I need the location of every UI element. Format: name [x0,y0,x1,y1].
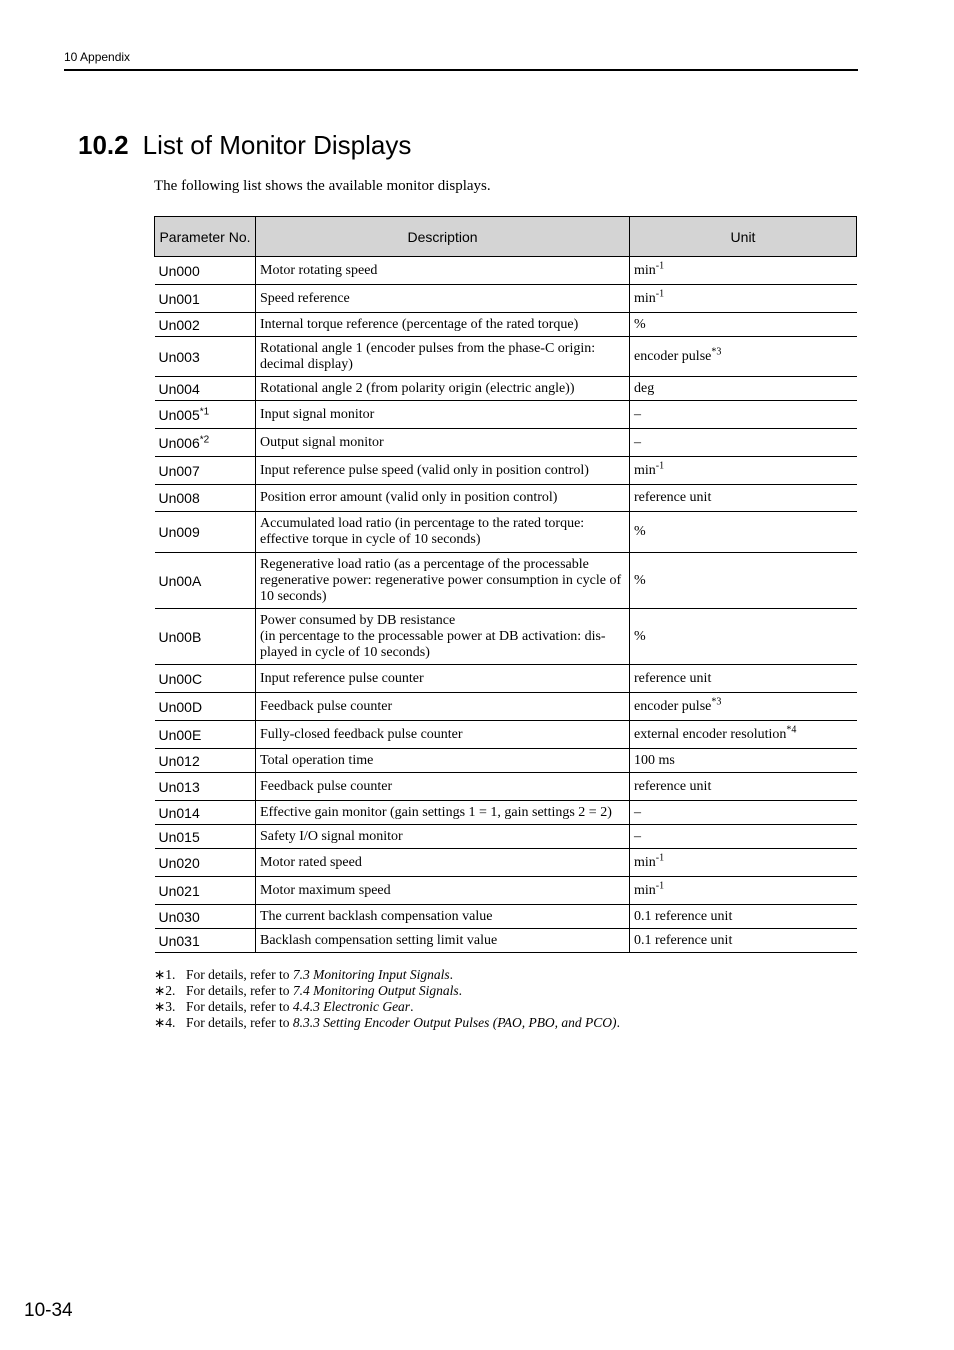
unit-value: 0.1 reference unit [634,932,733,948]
param-no: Un014 [158,804,200,821]
param-no: Un031 [158,932,200,949]
table-row [155,905,857,929]
table-row [155,401,857,429]
table-row [155,377,857,401]
unit-value: min [634,882,656,898]
table-row [155,665,857,693]
footnote [154,1015,620,1031]
param-no: Un012 [158,752,200,769]
unit-cell [630,485,857,512]
param-no: Un001 [158,290,200,307]
table-row [155,512,857,553]
header-description: Description [256,217,630,257]
unit-cell [630,773,857,801]
param-no: Un00C [158,670,203,687]
footnote-reference: 7.4 Monitoring Output Signals [292,983,459,998]
footnote-reference: 8.3.3 Setting Encoder Output Pulses (PAO, PBO, and PCO) [292,1015,617,1030]
footnote-reference: 4.4.3 Electronic Gear [292,999,411,1014]
description-cell: Accumulated load ratio (in percentage to the rated torque: effective torque in cycle of 10 seconds) [256,512,630,553]
table-row [155,877,857,905]
page-number: 10-34 [24,1300,73,1321]
unit-cell [630,849,857,877]
unit-value: reference unit [634,670,712,686]
description-cell: Rotational angle 1 (encoder pulses from the phase-C origin: decimal display) [256,337,630,377]
param-no: Un003 [158,348,200,365]
footnote-text: For details, refer to [186,983,293,998]
unit-cell [630,825,857,849]
unit-cell [630,457,857,485]
description-cell: Input reference pulse speed (valid only in position control) [256,457,630,485]
param-footnote-mark: *2 [199,433,210,445]
header-unit: Unit [630,217,857,257]
unit-value: % [634,316,646,332]
unit-cell [630,905,857,929]
table-row [155,553,857,609]
description-cell: Feedback pulse counter [256,693,630,721]
param-cell [155,512,256,553]
footnote-mark: ∗1. [154,967,176,982]
unit-value: external encoder resolution [634,726,787,742]
unit-cell [630,553,857,609]
unit-cell [630,285,857,313]
description-cell: Backlash compensation setting limit value [256,929,630,953]
unit-cell [630,429,857,457]
unit-cell [630,929,857,953]
param-cell [155,749,256,773]
footnote [154,983,620,999]
section-title: List of Monitor Displays [142,130,412,160]
description-cell: Motor rotating speed [256,257,630,285]
unit-value: reference unit [634,778,712,794]
param-cell [155,337,256,377]
description-cell: Motor maximum speed [256,877,630,905]
param-no: Un008 [158,490,200,506]
param-no: Un002 [158,316,200,333]
description-cell: Power consumed by DB resistance (in percentage to the processable power at DB activation: dis-played in cycle of 10 seconds) [256,609,630,665]
param-cell [155,721,256,749]
footnote [154,999,620,1015]
param-no: Un009 [158,524,200,540]
unit-value: % [634,572,646,588]
param-cell [155,457,256,485]
param-cell [155,801,256,825]
unit-value: min [634,854,656,870]
intro-text: The following list shows the available monitor displays. [154,178,491,194]
description-cell: Output signal monitor [256,429,630,457]
param-cell [155,665,256,693]
unit-cell [630,257,857,285]
description-cell: Regenerative load ratio (as a percentage of the processable regenerative power: regenerative power consumption in cycle of 10 seconds) [256,553,630,609]
param-no: Un006 [158,434,200,451]
table-row [155,773,857,801]
param-no: Un021 [158,882,200,899]
param-no: Un007 [158,462,200,479]
unit-superscript: -1 [655,851,665,863]
param-cell [155,877,256,905]
unit-value: min [634,290,656,306]
unit-value: – [634,828,641,844]
unit-cell [630,877,857,905]
table-row [155,721,857,749]
table-row [155,285,857,313]
description-cell: Input reference pulse counter [256,665,630,693]
param-cell [155,285,256,313]
table-row [155,609,857,665]
table-row [155,849,857,877]
unit-cell [630,377,857,401]
unit-cell [630,721,857,749]
unit-superscript: -1 [655,879,665,891]
unit-cell [630,401,857,429]
section-heading [78,130,411,161]
unit-value: – [634,804,641,820]
footnote-end: . [410,999,414,1014]
param-cell [155,485,256,512]
unit-value: – [634,406,641,422]
unit-superscript: *4 [786,723,797,735]
table-row [155,693,857,721]
unit-value: min [634,462,656,478]
footnote-mark: ∗4. [154,1015,176,1030]
unit-value: % [634,628,646,644]
unit-cell [630,665,857,693]
param-cell [155,257,256,285]
table-row [155,749,857,773]
unit-value: encoder pulse [634,698,712,714]
description-cell: Effective gain monitor (gain settings 1 = 1, gain settings 2 = 2) [256,801,630,825]
running-header: 10 Appendix [64,50,131,64]
param-no: Un00E [158,726,202,743]
table-row [155,929,857,953]
unit-value: 0.1 reference unit [634,908,733,924]
unit-cell [630,512,857,553]
param-cell [155,825,256,849]
param-no: Un00B [158,628,202,645]
param-no: Un005 [158,406,200,423]
footnote-mark: ∗2. [154,983,176,998]
unit-value: min [634,262,656,278]
param-cell [155,401,256,429]
unit-cell [630,313,857,337]
description-cell: Fully-closed feedback pulse counter [256,721,630,749]
unit-superscript: -1 [655,259,665,271]
unit-cell [630,693,857,721]
unit-value: % [634,524,646,539]
unit-value: deg [634,380,655,396]
table-row [155,257,857,285]
description-cell: Position error amount (valid only in position control) [256,485,630,512]
footnote-text: For details, refer to [186,999,293,1014]
description-cell: Speed reference [256,285,630,313]
unit-cell [630,337,857,377]
table-row [155,485,857,512]
description-cell: Safety I/O signal monitor [256,825,630,849]
unit-superscript: -1 [655,287,665,299]
param-no: Un013 [158,778,200,795]
unit-superscript: *3 [711,695,722,707]
unit-value: – [634,434,641,450]
param-no: Un00A [158,572,202,589]
description-cell: Rotational angle 2 (from polarity origin (electric angle)) [256,377,630,401]
table-row [155,457,857,485]
unit-value: 100 ms [634,752,675,768]
unit-cell [630,749,857,773]
description-cell: Motor rated speed [256,849,630,877]
header-parameter-no: Parameter No. [155,217,256,257]
footnote-text: For details, refer to [186,1015,293,1030]
footnote-mark: ∗3. [154,999,176,1014]
param-cell [155,377,256,401]
param-no: Un00D [158,698,203,715]
table-row [155,429,857,457]
unit-value: encoder pulse [634,348,712,364]
unit-value: reference unit [634,490,712,505]
unit-superscript: *3 [711,345,722,357]
section-number: 10.2 [78,130,129,160]
table-row [155,801,857,825]
param-no: Un015 [158,828,200,845]
param-cell [155,905,256,929]
header-rule [64,69,858,71]
table-row [155,825,857,849]
param-cell [155,609,256,665]
monitor-display-table [154,216,857,953]
description-cell: Internal torque reference (percentage of the rated torque) [256,313,630,337]
description-cell: Input signal monitor [256,401,630,429]
param-footnote-mark: *1 [199,405,210,417]
footnote-end: . [616,1015,620,1030]
param-no: Un030 [158,908,200,925]
unit-cell [630,801,857,825]
param-no: Un000 [158,262,200,279]
table-body [155,257,857,953]
table-row [155,337,857,377]
description-cell: The current backlash compensation value [256,905,630,929]
param-no: Un020 [158,854,200,871]
description-cell: Feedback pulse counter [256,773,630,801]
param-cell [155,773,256,801]
unit-superscript: -1 [655,459,665,471]
param-cell [155,693,256,721]
footnotes [154,967,620,1031]
param-cell [155,849,256,877]
param-cell [155,553,256,609]
param-cell [155,429,256,457]
footnote-text: For details, refer to [186,967,293,982]
param-no: Un004 [158,380,200,397]
description-cell: Total operation time [256,749,630,773]
param-cell [155,313,256,337]
unit-cell [630,609,857,665]
footnote-end: . [458,983,462,998]
table-header-row [155,217,857,257]
footnote-end: . [449,967,453,982]
footnote-reference: 7.3 Monitoring Input Signals [292,967,450,982]
footnote [154,967,620,983]
table-row [155,313,857,337]
param-cell [155,929,256,953]
